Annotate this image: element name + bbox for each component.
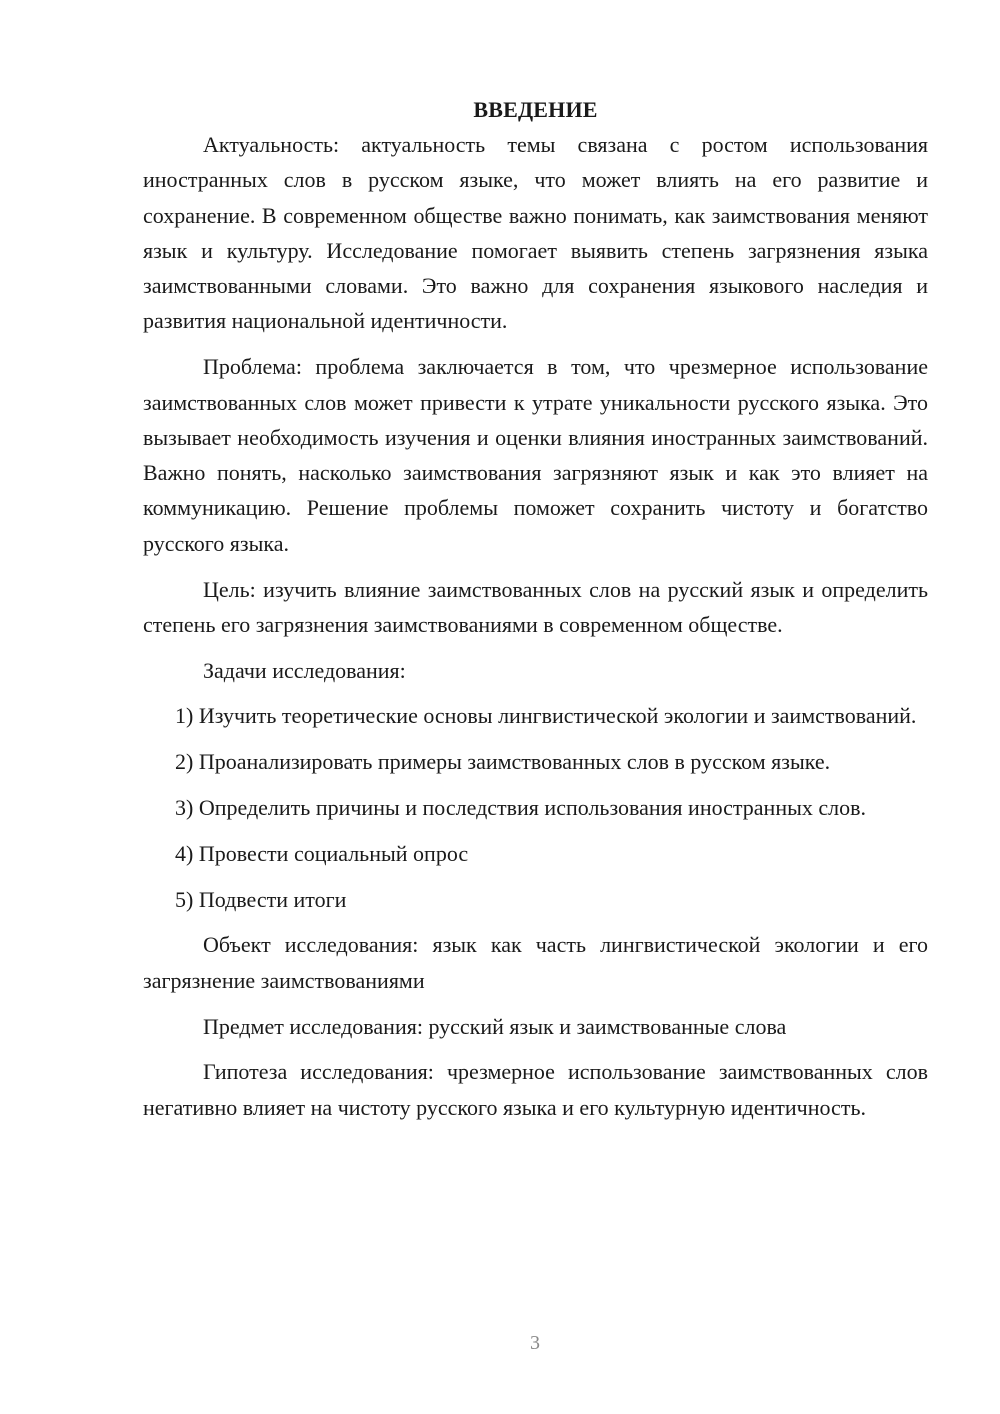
paragraph-goal: Цель: изучить влияние заимствованных слов на русский язык и определить степень его загрязнения заимствованиями в современном обществе. — [143, 576, 928, 637]
page-number: 3 — [530, 1332, 540, 1354]
paragraph-object: Объект исследования: язык как часть лингвистической экологии и его загрязнение заимствованиями — [143, 932, 928, 993]
paragraph-hypothesis: Гипотеза исследования: чрезмерное использование заимствованных слов негативно влияет на чистоту русского языка и его культурную идентичность. — [143, 1059, 928, 1120]
task-item-4: 4) Провести социальный опрос — [175, 840, 469, 866]
document-page — [143, 92, 928, 1135]
task-item-5: 5) Подвести итоги — [175, 886, 347, 912]
task-item-3: 3) Определить причины и последствия использования иностранных слов. — [175, 795, 867, 821]
paragraph-problem: Проблема: проблема заключается в том, что чрезмерное использование заимствованных слов может привести к утрате уникальности русского языка. Это вызывает необходимость изучения и оценки влияния иностранных заимствований. Важно понять, насколько заимствования загрязняют язык и как это влияет на коммуникацию. Решение проблемы поможет сохранить чистоту и богатство русского языка. — [143, 354, 928, 556]
paragraph-tasks-heading: Задачи исследования: — [203, 657, 406, 683]
paragraph-subject: Предмет исследования: русский язык и заимствованные слова — [203, 1013, 787, 1039]
section-title: ВВЕДЕНИЕ — [473, 97, 598, 122]
task-item-1: 1) Изучить теоретические основы лингвистической экологии и заимствований. — [175, 703, 917, 729]
paragraph-relevance: Актуальность: актуальность темы связана с ростом использования иностранных слов в русском языке, что может влиять на его развитие и сохранение. В современном обществе важно понимать, как заимствования меняют язык и культуру. Исследование помогает выявить степень загрязнения языка заимствованными словами. Это важно для сохранения языкового наследия и развития национальной идентичности. — [143, 132, 928, 334]
task-item-2: 2) Проанализировать примеры заимствованных слов в русском языке. — [175, 749, 831, 775]
